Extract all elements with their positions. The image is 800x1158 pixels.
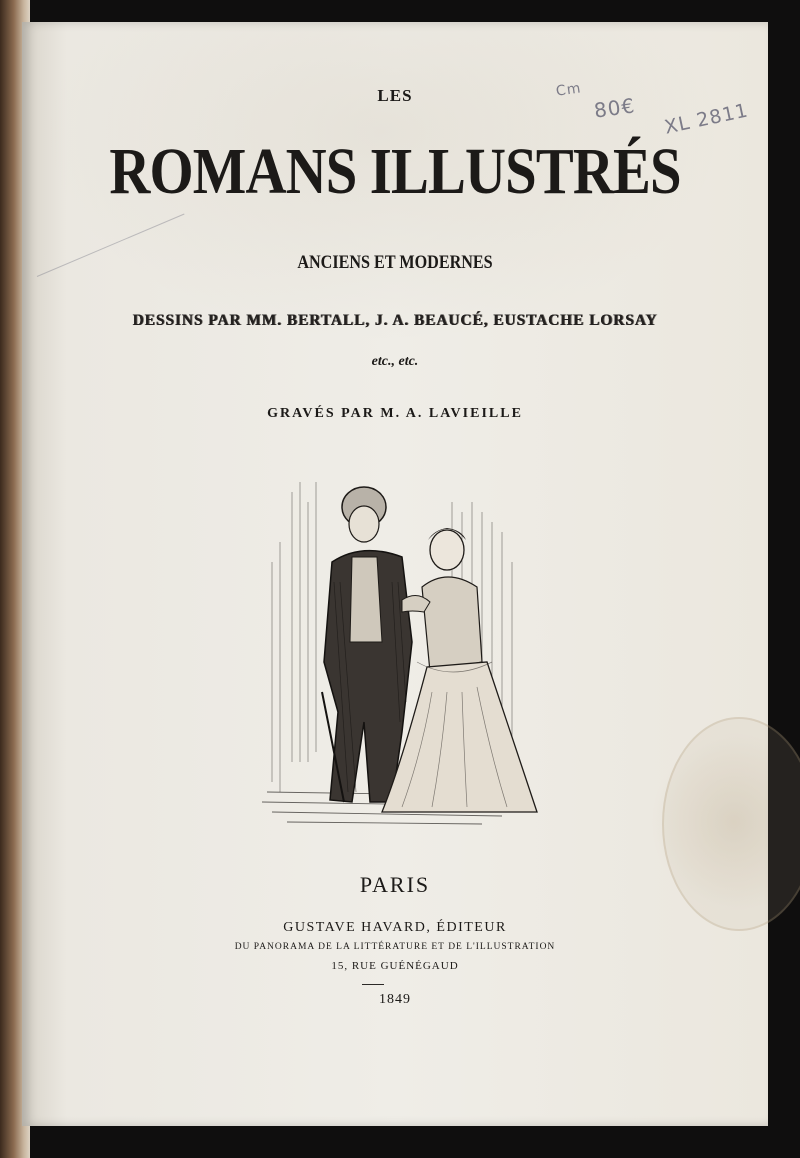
- imprint-address: 15, RUE GUÉNÉGAUD: [331, 960, 459, 972]
- engravers-credit: GRAVÉS PAR M. A. LAVIEILLE: [267, 406, 523, 421]
- water-stain: [662, 717, 800, 931]
- imprint-year: 1849: [379, 992, 411, 1007]
- imprint-rule: [362, 984, 384, 985]
- engraving-illustration: [252, 462, 542, 832]
- title-article: LES: [377, 86, 413, 105]
- imprint-series: DU PANORAMA DE LA LITTÉRATURE ET DE L'ILLUSTRATION: [234, 942, 556, 952]
- handwritten-note-1: Cm: [555, 80, 583, 100]
- imprint-publisher: GUSTAVE HAVARD, ÉDITEUR: [283, 920, 507, 935]
- handwritten-price: 80€: [592, 93, 637, 123]
- designers-credit: DESSINS PAR MM. BERTALL, J. A. BEAUCÉ, EUSTACHE LORSAY: [132, 312, 658, 329]
- imprint-city: PARIS: [359, 872, 431, 897]
- main-title: ROMANS ILLUSTRÉS: [109, 135, 681, 208]
- subtitle: ANCIENS ET MODERNES: [297, 252, 493, 273]
- etc-line: etc., etc.: [371, 354, 419, 369]
- handwritten-reference: XL 2811: [662, 99, 751, 139]
- title-page: [22, 22, 768, 1126]
